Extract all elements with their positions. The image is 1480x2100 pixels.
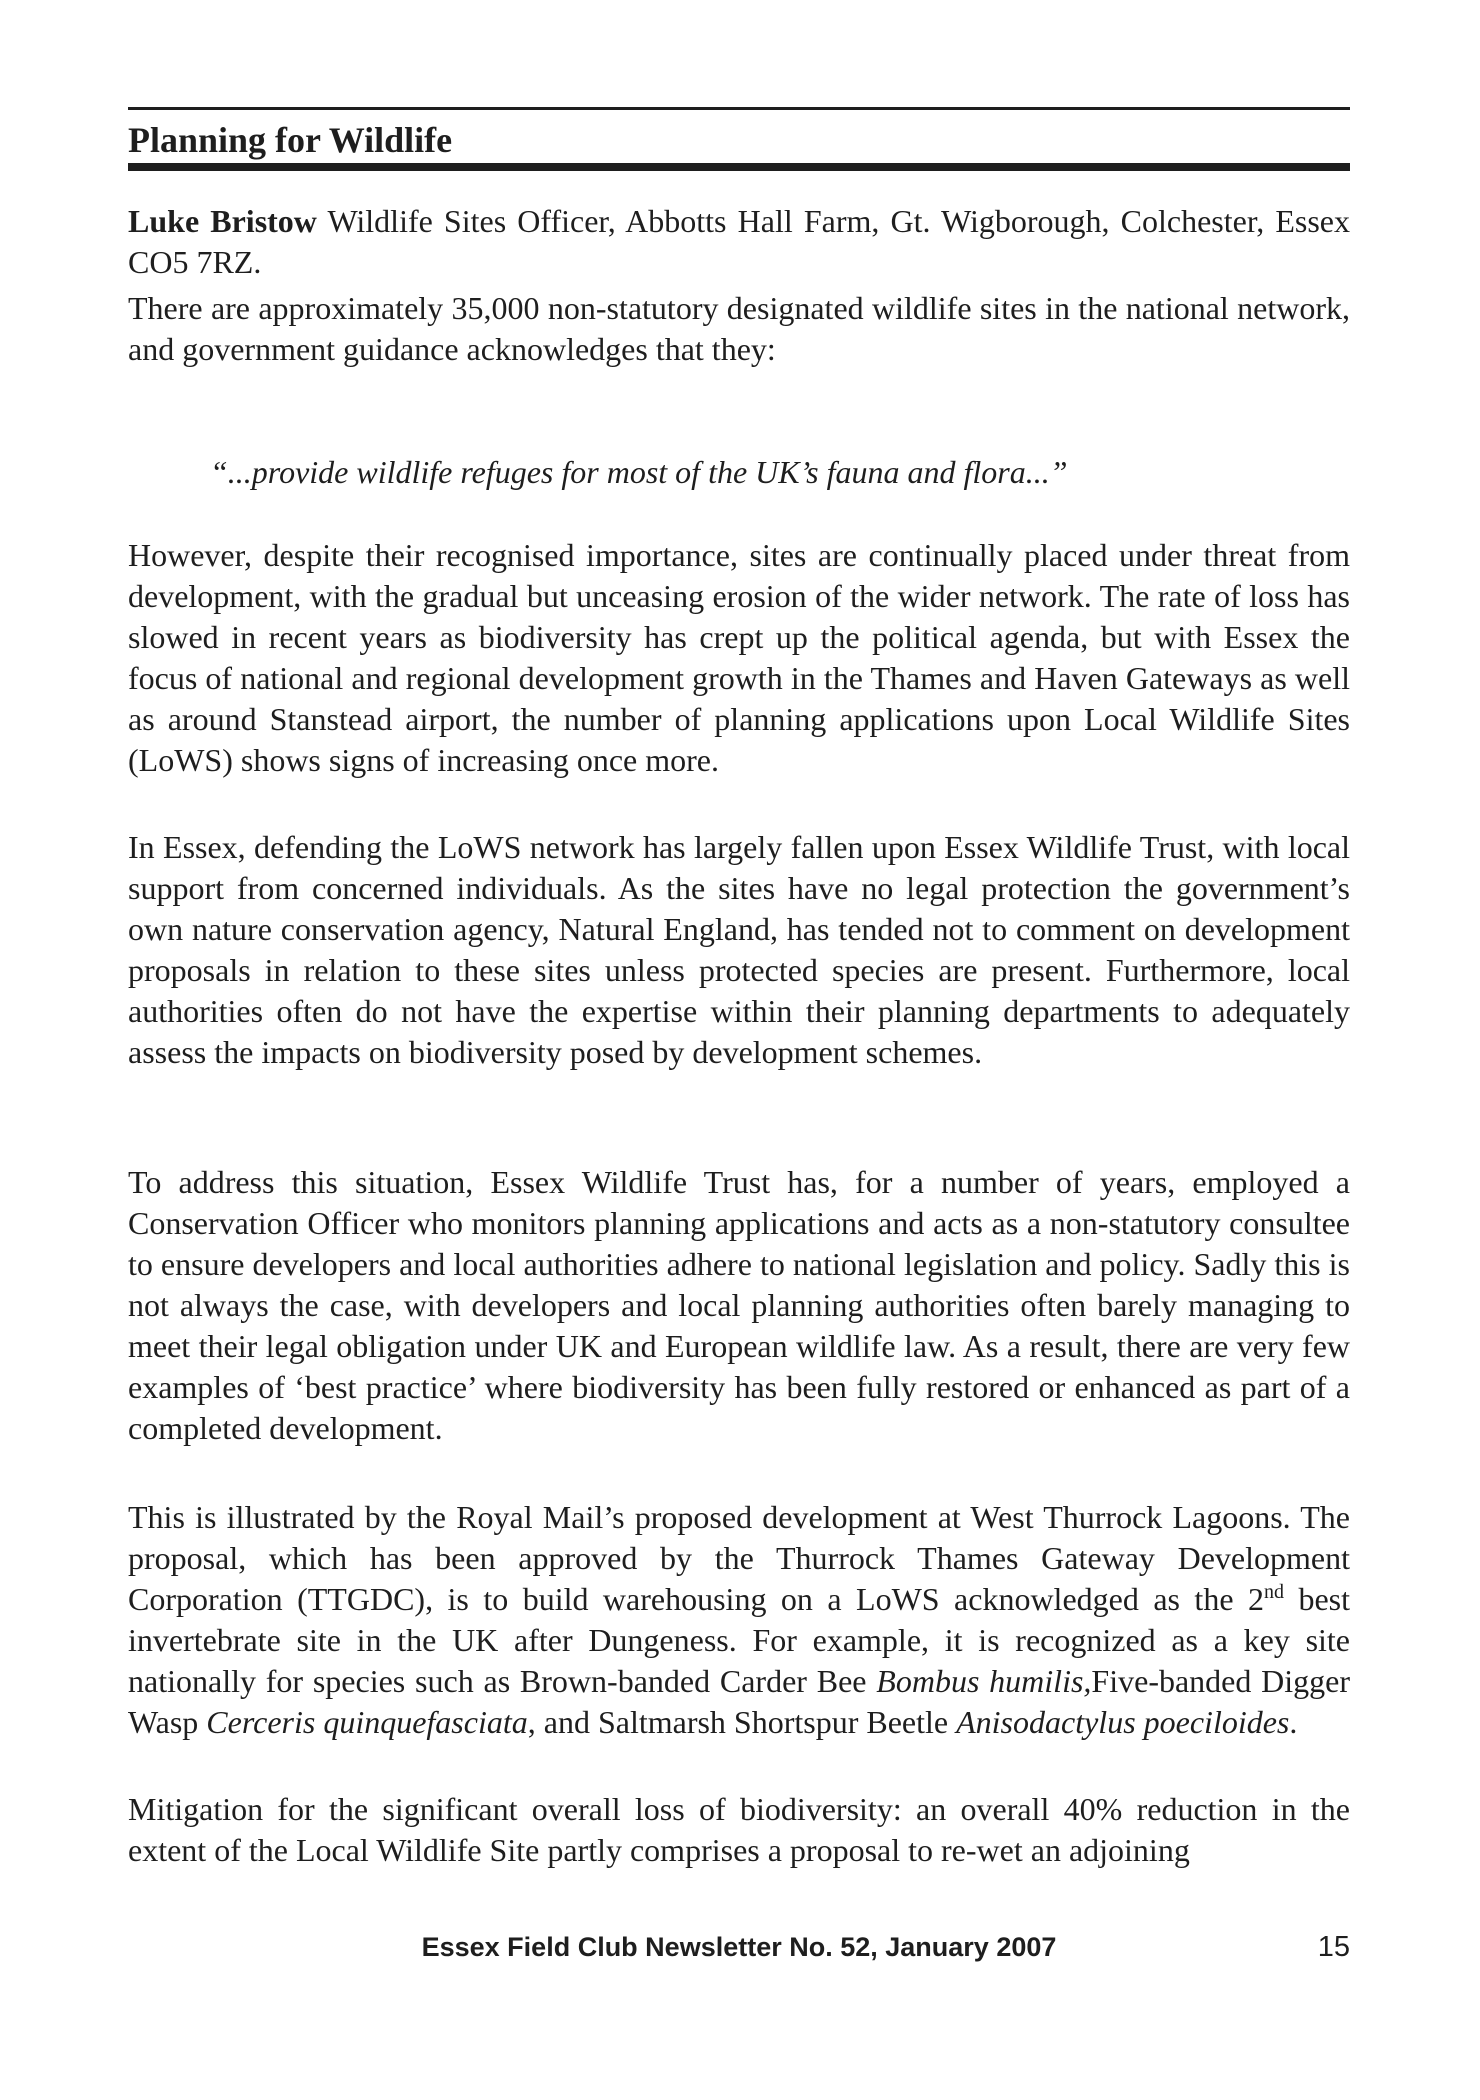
thurrock-text-3: Five-banded Digger Wasp	[128, 1663, 1351, 1740]
author-byline	[128, 201, 1350, 283]
thurrock-text-1: This is illustrated by the Royal Mail’s proposed development at West Thurrock Lagoons. The proposal, which has been approved by the Thurrock Thames Gateway Development Corporation (TTGDC), is to build warehousing on a LoWS acknowledged as the 2	[128, 1499, 1350, 1617]
thurrock-text-5: .	[1289, 1704, 1298, 1740]
species-bombus-humilis: Bombus humilis,	[876, 1663, 1092, 1699]
page-number: 15	[1317, 1931, 1350, 1963]
author-affiliation: Wildlife Sites Officer, Abbotts Hall Farm, Gt. Wigborough, Colchester, Essex CO5 7RZ.	[128, 203, 1351, 280]
heading-top-rule	[128, 107, 1350, 110]
paragraph-however: However, despite their recognised importance, sites are continually placed under threat from development, with the gradual but unceasing erosion of the wider network. The rate of loss has slowed in recent years as biodiversity has crept up the political agenda, but with Essex the focus of national and regional development growth in the Thames and Haven Gateways as well as around Stanstead airport, the number of planning applications upon Local Wildlife Sites (LoWS) shows signs of increasing once more.	[128, 537, 1350, 778]
author-name: Luke Bristow	[128, 203, 317, 239]
paragraph-intro: There are approximately 35,000 non-statutory designated wildlife sites in the national network, and government guidance acknowledges that they:	[128, 290, 1350, 367]
paragraph-mitigation: Mitigation for the significant overall loss of biodiversity: an overall 40% reduction in the extent of the Local Wildlife Site partly comprises a proposal to re-wet an adjoining	[128, 1791, 1350, 1868]
thurrock-text-2: best invertebrate site in the UK after Dungeness. For example, it is recognized as a key site nationally for species such as Brown-banded Carder Bee	[128, 1581, 1351, 1699]
paragraph-essex: In Essex, defending the LoWS network has largely fallen upon Essex Wildlife Trust, with local support from concerned individuals. As the sites have no legal protection the government’s own nature conservation agency, Natural England, has tended not to comment on development proposals in relation to these sites unless protected species are present. Furthermore, local authorities often do not have the expertise within their planning departments to adequately assess the impacts on biodiversity posed by development schemes.	[128, 829, 1350, 1070]
ordinal-superscript: nd	[1264, 1581, 1284, 1603]
thurrock-text-4: , and Saltmarsh Shortspur Beetle	[527, 1704, 957, 1740]
footer-publication: Essex Field Club Newsletter No. 52, January 2007	[421, 1932, 1057, 1962]
page-title: Planning for Wildlife	[128, 120, 453, 160]
paragraph-thurrock	[128, 1497, 1350, 1743]
block-quote: “...provide wildlife refuges for most of the UK’s fauna and flora...”	[210, 454, 1068, 490]
heading-bottom-rule	[128, 163, 1350, 171]
species-cerceris-quinquefasciata: Cerceris quinquefasciata	[206, 1704, 528, 1740]
paragraph-address: To address this situation, Essex Wildlife Trust has, for a number of years, employed a Conservation Officer who monitors planning applications and acts as a non-statutory consultee to ensure developers and local authorities adhere to national legislation and policy. Sadly this is not always the case, with developers and local planning authorities often barely managing to meet their legal obligation under UK and European wildlife law. As a result, there are very few examples of ‘best practice’ where biodiversity has been fully restored or enhanced as part of a completed development.	[128, 1164, 1350, 1446]
species-anisodactylus-poeciloides: Anisodactylus poeciloides	[956, 1704, 1290, 1740]
